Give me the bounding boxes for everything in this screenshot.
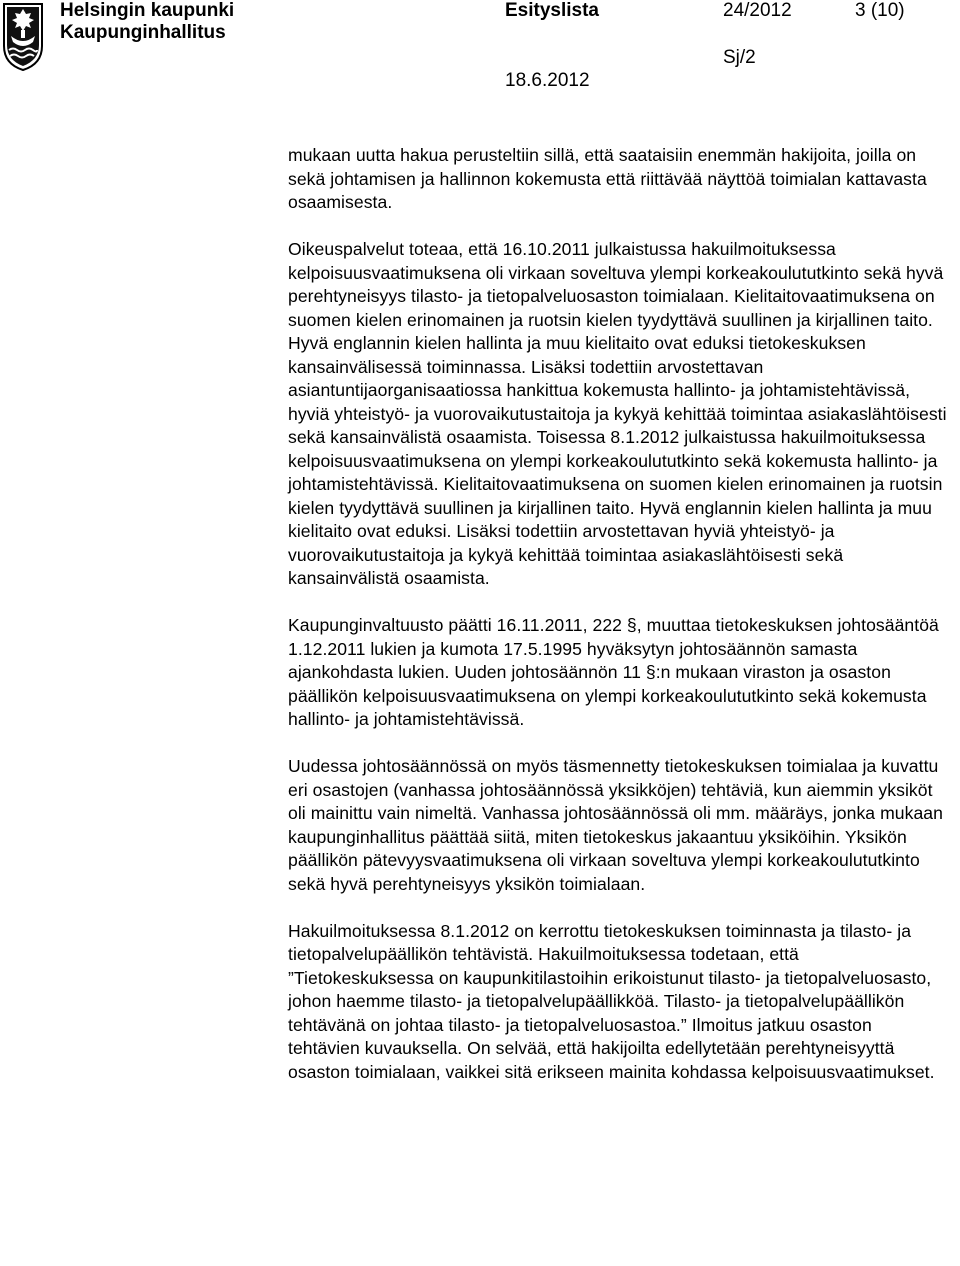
- section-code: Sj/2: [723, 47, 756, 68]
- board-name: Kaupunginhallitus: [60, 22, 226, 43]
- document-body: [288, 144, 948, 1108]
- helsinki-crest-icon: [2, 2, 44, 72]
- paragraph: Oikeuspalvelut toteaa, että 16.10.2011 julkaistussa hakuilmoituksessa kelpoisuusvaatimuksena oli virkaan soveltuva ylempi korkeakoulututkinto sekä hyvä perehtyneisyys tilasto- ja tietopalveluosaston toimialaan. Kielitaitovaatimuksena on suomen kielen erinomainen ja ruotsin kielen tyydyttävä suullinen ja kirjallinen taito. Hyvä englannin kielen hallinta ja muu kielitaito ovat eduksi tietokeskuksen kansainvälisessä toiminnassa. Lisäksi todettiin arvostettavan asiantuntijaorganisaatiossa hankittua kokemusta hallinto- ja johtamistehtävissä, hyviä yhteistyö- ja vuorovaikutustaitoja ja kykyä kehittää toimintaa asiakaslähtöisesti sekä kansainvälistä osaamista. Toisessa 8.1.2012 julkaistussa hakuilmoituksessa kelpoisuusvaatimuksena on ylempi korkeakoulututkinto sekä kokemusta hallinto- ja johtamistehtävissä. Kielitaitovaatimuksena on suomen kielen erinomainen ja ruotsin kielen tyydyttävä suullinen ja kirjallinen taito. Hyvä englannin kielen hallinta ja muu kielitaito ovat eduksi. Lisäksi todettiin arvostettavan hyviä yhteistyö- ja vuorovaikutustaitoja ja kykyä kehittää toimintaa asiakaslähtöisesti sekä kansainvälistä osaamista.: [288, 239, 947, 588]
- document-header: [0, 0, 960, 110]
- city-name: Helsingin kaupunki: [60, 0, 235, 21]
- document-type: Esityslista: [505, 0, 599, 21]
- document-number: 24/2012: [723, 0, 792, 21]
- organization-name: [60, 0, 234, 44]
- page-number: 3 (10): [855, 0, 905, 21]
- paragraph: Hakuilmoituksessa 8.1.2012 on kerrottu tietokeskuksen toiminnasta ja tilasto- ja tietopalvelupäällikön tehtävistä. Hakuilmoituksessa todetaan, että ”Tietokeskuksessa on kaupunkitilastoihin erikoistunut tilasto- ja tietopalveluosasto, johon haemme tilasto- ja tietopalvelupäällikköä. Tilasto- ja tietopalvelupäällikön tehtävänä on johtaa tilasto- ja tietopalveluosastoa.” Ilmoitus jatkuu osaston tehtävien kuvauksella. On selvää, että hakijoilta edellytetään perehtyneisyyttä osaston toimialaan, vaikkei sitä erikseen mainita kohdassa kelpoisuusvaatimukset.: [288, 920, 935, 1082]
- paragraph: mukaan uutta hakua perusteltiin sillä, että saataisiin enemmän hakijoita, joilla on sekä johtamisen ja hallinnon kokemusta että riittävää näyttöä toimialan kattavasta osaamisesta.: [288, 145, 927, 212]
- meeting-date: 18.6.2012: [505, 70, 590, 91]
- paragraph: Uudessa johtosäännössä on myös täsmennetty tietokeskuksen toimialaa ja kuvattu eri osastojen (vanhassa johtosäännössä yksikköjen) tehtäviä, kun aiemmin yksiköt oli mainittu vain nimeltä. Vanhassa johtosäännössä oli mm. määräys, jonka mukaan kaupunginhallitus päättää siitä, miten tietokeskus jakaantuu yksiköihin. Yksikön päällikön pätevyysvaatimuksena oli virkaan soveltuva ylempi korkeakoulututkinto sekä hyvä perehtyneisyys yksikön toimialaan.: [288, 756, 943, 894]
- paragraph: Kaupunginvaltuusto päätti 16.11.2011, 222 §, muuttaa tietokeskuksen johtosääntöä 1.12.2011 lukien ja kumota 17.5.1995 hyväksytyn johtosäännön samasta ajankohdasta lukien. Uuden johtosäännön 11 §:n mukaan viraston ja osaston päällikön kelpoisuusvaatimuksena on ylempi korkeakoulututkinto sekä kokemusta hallinto- ja johtamistehtävissä.: [288, 615, 939, 729]
